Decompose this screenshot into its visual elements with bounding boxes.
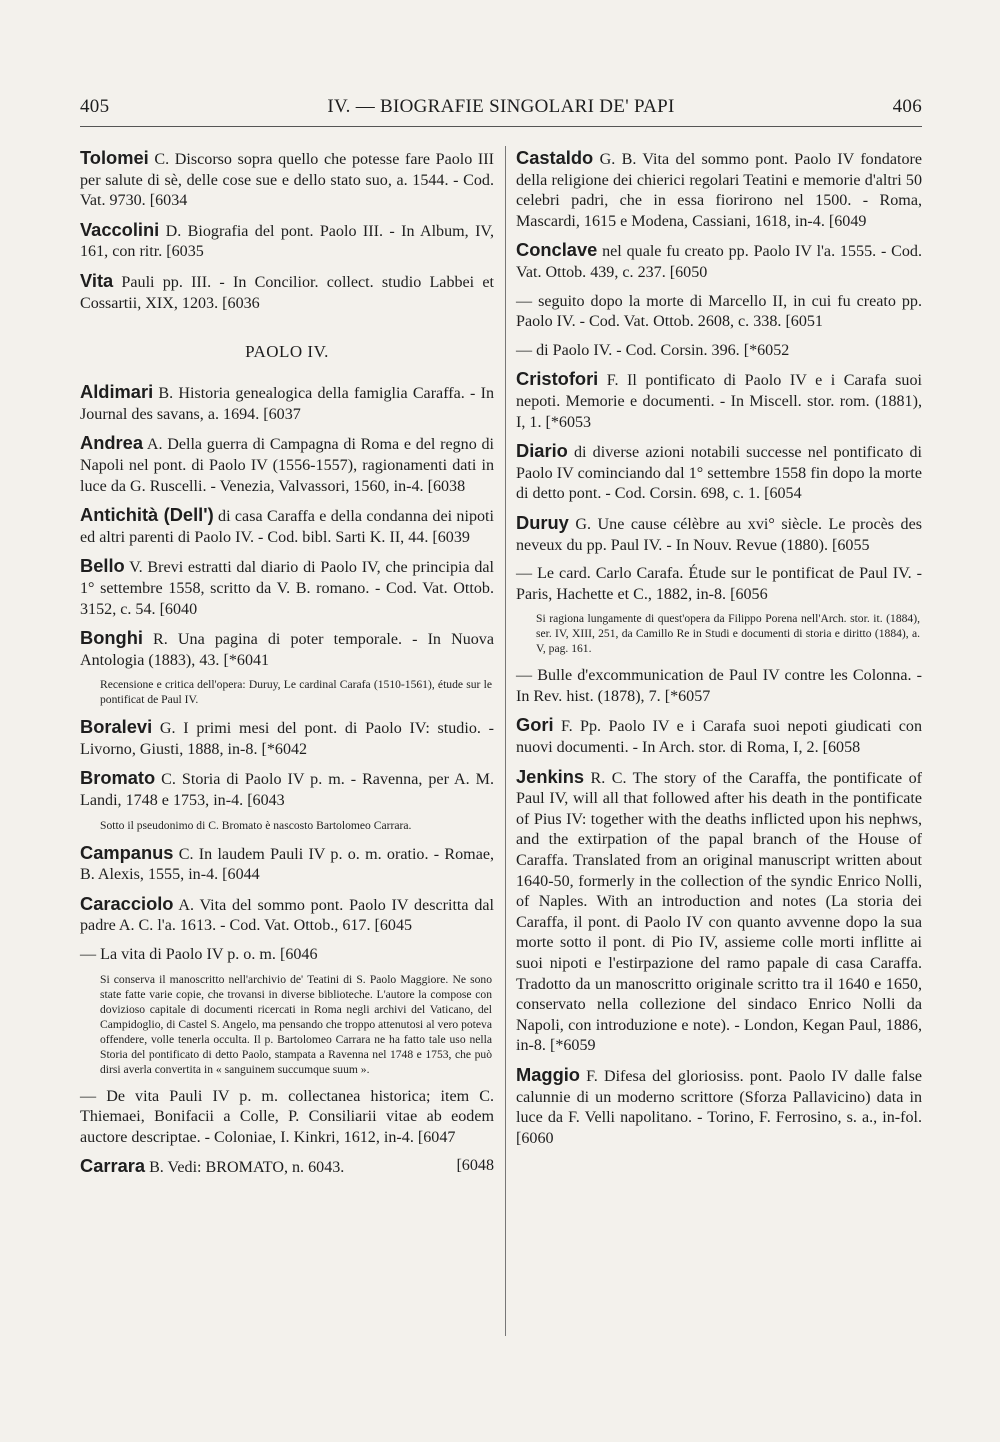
entry-text: R. Una pagina di poter temporale. - In Nuova Antologia (1883), 43. bbox=[80, 631, 494, 669]
entry-number: [6039 bbox=[432, 528, 470, 546]
entry-number: [6045 bbox=[374, 917, 413, 935]
entry-number: [6054 bbox=[764, 485, 802, 503]
bib-entry-6057 bbox=[516, 666, 922, 707]
entry-author: Gori bbox=[516, 714, 554, 736]
entry-text: — La vita di Paolo IV p. o. m. bbox=[80, 946, 276, 964]
entry-text: — De vita Pauli IV p. m. collectanea historica; item C. Thiemaei, Bonifacii a Colle, P. Consiliarii vitae ab eodem auctore descriptae. - Coloniae, I. Kinkri, 1612, in-4. bbox=[80, 1087, 494, 1146]
bib-entry-6051 bbox=[516, 292, 922, 333]
bib-entry-6048 bbox=[80, 1156, 494, 1179]
entry-number: [6038 bbox=[427, 477, 466, 495]
header-rule bbox=[80, 126, 922, 127]
bib-entry-6049 bbox=[516, 148, 922, 232]
entry-text: — di Paolo IV. - Cod. Corsin. 396. bbox=[516, 341, 740, 359]
column-divider bbox=[505, 146, 506, 1336]
bib-entry-6059 bbox=[516, 767, 922, 1057]
entry-text: di casa Caraffa e della condanna dei nipoti ed altri parenti di Paolo IV. - Cod. bibl. Sarti K. II, 44. bbox=[80, 508, 494, 546]
left-column bbox=[80, 148, 494, 1187]
entry-author: Conclave bbox=[516, 239, 598, 261]
entry-number: [*6041 bbox=[223, 651, 270, 669]
entry-author: Boralevi bbox=[80, 716, 153, 738]
page-number-left: 405 bbox=[80, 96, 110, 117]
entry-number: [6051 bbox=[785, 313, 823, 331]
entry-text: Pauli pp. III. - In Concilior. collect. studio Labbei et Cossartii, XIX, 1203. bbox=[80, 273, 494, 312]
entry-text: B. Vedi: BROMATO, n. 6043. bbox=[145, 1159, 345, 1177]
page-number-right: 406 bbox=[892, 96, 922, 117]
entry-number: [*6059 bbox=[549, 1037, 596, 1055]
entry-number: [6047 bbox=[417, 1128, 456, 1146]
entry-number: [6050 bbox=[669, 263, 708, 281]
entry-number: [*6042 bbox=[261, 740, 308, 758]
bib-entry-6044 bbox=[80, 843, 494, 886]
entry-text: A. Della guerra di Campagna di Roma e del regno di Napoli nel pont. di Paolo IV (1556-1557), ragionamenti dati in luce da G. Ruscelli. - Venezia, Valvassori, 1560, in-4. bbox=[80, 436, 494, 495]
entry-text: D. Biografia del pont. Paolo III. - In Album, IV, 161, con ritr. bbox=[80, 222, 494, 261]
entry-text: G. Une cause célèbre au xvi° siècle. Le procès des neveux du pp. Paul IV. - In Nouv. Revue (1880). bbox=[516, 515, 922, 554]
entry-author: Castaldo bbox=[516, 147, 594, 168]
bib-entry-6047 bbox=[80, 1087, 494, 1149]
entry-number: [*6052 bbox=[743, 341, 790, 359]
entry-text: C. Discorso sopra quello che potesse fare Paolo III per salute di sè, delle cose sue e dello stato suo, a. 1544. - Cod. Vat. 9730. bbox=[80, 151, 494, 210]
entry-author: Bromato bbox=[80, 767, 156, 789]
entry-text: A. Vita del sommo pont. Paolo IV descritta dal padre A. C. l'a. 1613. - Cod. Vat. Ottob., 617. bbox=[80, 896, 494, 935]
entry-author: Jenkins bbox=[516, 765, 585, 787]
entry-author: Bello bbox=[80, 555, 125, 577]
bib-entry-6034 bbox=[80, 148, 494, 212]
running-title: IV. — BIOGRAFIE SINGOLARI DE' PAPI bbox=[327, 96, 675, 117]
bib-entry-6046 bbox=[80, 945, 494, 966]
bib-entry-6045 bbox=[80, 894, 494, 937]
bib-entry-6060 bbox=[516, 1065, 922, 1149]
entry-text: nel quale fu creato pp. Paolo IV l'a. 1555. - Cod. Vat. Ottob. 439, c. 237. bbox=[516, 243, 922, 281]
entry-number: [6056 bbox=[730, 585, 768, 603]
entry-text: R. C. The story of the Caraffa, the pontificate of Paul IV, will all that followed after his death in the pontificate of Pius IV: together with the deaths inflicted upon his nephws, and the extirpation of the papal branch of the House of Caraffa. Translated from an original manuscript written about 1640-50, formerly in the collection of the syndic Enrico Nolli, of Naples. With an introduction and notes (La storia dei Caraffa, il pont. di Paolo IV con quanto avvenne dopo la sua morte sotto il pont. di Pio IV, assieme colle morti inflitte ai suoi nipoti e l'estirpazione del ramo papale di casa Caraffa. Tradotto da un manoscritto originale scritto tra il 1640 e 1650, conservato nella collezione del sindaco Enrico Nolli da Napoli, con introduzione e note). - London, Kegan Paul, 1886, in-8. bbox=[516, 769, 922, 1055]
entry-number: [6049 bbox=[828, 212, 867, 230]
entry-text: C. In laudem Pauli IV p. o. m. oratio. - Romae, B. Alexis, 1555, in-4. bbox=[80, 845, 494, 884]
entry-author: Diario bbox=[516, 440, 568, 462]
bib-entry-6054 bbox=[516, 441, 922, 505]
entry-number: [6040 bbox=[159, 600, 198, 618]
entry-number: [6055 bbox=[832, 536, 870, 554]
entry-text: F. Il pontificato di Paolo IV e i Carafa suoi nepoti. Memorie e documenti. - In Miscell. stor. rom. (1881), I, 1. bbox=[516, 372, 922, 431]
entry-text: G. I primi mesi del pont. di Paolo IV: studio. - Livorno, Giusti, 1888, in-8. bbox=[80, 720, 494, 758]
bib-entry-6056 bbox=[516, 564, 922, 605]
bib-entry-6040 bbox=[80, 556, 494, 620]
entry-author: Duruy bbox=[516, 511, 569, 533]
entry-number: [6058 bbox=[822, 739, 861, 757]
entry-author: Cristofori bbox=[516, 368, 599, 390]
entry-author: Andrea bbox=[80, 432, 143, 454]
bib-entry-6041 bbox=[80, 628, 494, 671]
bib-entry-6038 bbox=[80, 433, 494, 497]
entry-number: [6048 bbox=[456, 1157, 494, 1175]
entry-number: [*6053 bbox=[545, 413, 592, 431]
entry-text: F. Difesa del gloriosiss. pont. Paolo IV dalle false calunnie di un moderno scrittore (Sforza Pallavicino) data in luce da F. Velli napolitano. - Torino, F. Ferrosino, s. a., in-fol. bbox=[516, 1067, 922, 1127]
bib-entry-6037 bbox=[80, 382, 494, 425]
entry-text: C. Storia di Paolo IV p. m. - Ravenna, per A. M. Landi, 1748 e 1753, in-4. bbox=[80, 771, 494, 810]
bib-entry-6043 bbox=[80, 768, 494, 811]
entry-note: Sotto il pseudonimo di C. Bromato è nascosto Bartolomeo Carrara. bbox=[100, 818, 412, 832]
entry-number: [6035 bbox=[166, 243, 204, 261]
entry-number: [6043 bbox=[247, 792, 285, 810]
entry-author: Bonghi bbox=[80, 627, 143, 649]
entry-note: Recensione e critica dell'opera: Duruy, Le cardinal Carafa (1510-1561), étude sur le pontificat de Paul IV. bbox=[100, 678, 492, 707]
page-header bbox=[80, 96, 922, 128]
entry-text: — seguito dopo la morte di Marcello II, in cui fu creato pp. Paolo IV. - Cod. Vat. Ottob. 2608, c. 338. bbox=[516, 292, 922, 331]
entry-author: Vita bbox=[80, 269, 114, 291]
entry-author: Tolomei bbox=[80, 147, 149, 168]
entry-text: di diverse azioni notabili successe nel pontificato di Paolo IV cominciando dal 1° settembre 1558 fin dopo la morte di detto pont. - Cod. Corsin. 698, c. 1. bbox=[516, 444, 922, 503]
entry-author: Caracciolo bbox=[80, 892, 174, 914]
entry-note: Si ragiona lungamente di quest'opera da Filippo Porena nell'Arch. stor. it. (1884), ser. IV, XIII, 251, da Camillo Re in Studi e documenti di storia e diritto (1884), a. V, pag. 161. bbox=[536, 612, 920, 656]
entry-author: Aldimari bbox=[80, 381, 154, 403]
entry-text: F. Pp. Paolo IV e i Carafa suoi nepoti giudicati con nuovi documenti. - In Arch. stor. di Roma, I, 2. bbox=[516, 718, 922, 757]
entry-number: [6060 bbox=[516, 1129, 554, 1147]
bib-entry-6053 bbox=[516, 369, 922, 433]
entry-text: — Le card. Carlo Carafa. Étude sur le pontificat de Paul IV. - Paris, Hachette et C., 1882, in-8. bbox=[516, 565, 922, 603]
entry-note: Si conserva il manoscritto nell'archivio de' Teatini di S. Paolo Maggiore. Ne sono state fatte varie copie, che trovansi in diverse biblioteche. L'autore la compose con dovizioso capitale di documenti ricercati in Roma negli archivi del Vaticano, del Campidoglio, di Castel S. Angelo, ma pensando che troppo attenutosi al vero poteva offendere, volle tenerla occulta. Il p. Bartolomeo Carrara ne ha fatto tale uso nella Storia del pontificato di detto Paolo, stampata a Ravenna nel 1748 e 1753, che può dirsi averla convertita in « sanguinem succumque suum ». bbox=[100, 972, 492, 1076]
bib-entry-6055 bbox=[516, 513, 922, 556]
bib-entry-6036 bbox=[80, 271, 494, 314]
entry-author: Carrara bbox=[80, 1155, 146, 1177]
right-column bbox=[516, 148, 922, 1157]
entry-number: [6034 bbox=[149, 192, 188, 210]
entry-text: V. Brevi estratti dal diario di Paolo IV, che principia dal 1° settembre 1558, scritto da V. B. romano. - Cod. Vat. Ottob. 3152, c. 54. bbox=[80, 559, 494, 618]
bib-entry-6058 bbox=[516, 715, 922, 758]
entry-number: [*6057 bbox=[664, 687, 711, 705]
entry-number: [6036 bbox=[222, 294, 260, 312]
entry-author: Antichità (Dell') bbox=[80, 504, 214, 526]
entry-number: [6044 bbox=[222, 866, 260, 884]
section-title: PAOLO IV. bbox=[245, 342, 329, 362]
entry-text: G. B. Vita del sommo pont. Paolo IV fondatore della religione dei chierici regolari Teatini e memorie d'altri 50 celebri padri, che in essa fiorirono nel 1500. - Roma, Mascardi, 1615 e Modena, Cassiani, 1618, in-4. bbox=[516, 151, 922, 230]
entry-author: Vaccolini bbox=[80, 218, 160, 240]
bib-entry-6042 bbox=[80, 717, 494, 760]
entry-text: B. Historia genealogica della famiglia Caraffa. - In Journal des savans, a. 1694. bbox=[80, 385, 494, 423]
bib-entry-6039 bbox=[80, 505, 494, 548]
entry-text: — Bulle d'excommunication de Paul IV contre les Colonna. - In Rev. hist. (1878), 7. bbox=[516, 667, 922, 705]
entry-number: [6046 bbox=[279, 946, 318, 964]
entry-author: Campanus bbox=[80, 841, 174, 863]
bib-entry-6052 bbox=[516, 341, 922, 362]
bib-entry-6035 bbox=[80, 220, 494, 263]
entry-number: [6037 bbox=[263, 405, 301, 423]
bib-entry-6050 bbox=[516, 240, 922, 283]
entry-author: Maggio bbox=[516, 1063, 580, 1085]
